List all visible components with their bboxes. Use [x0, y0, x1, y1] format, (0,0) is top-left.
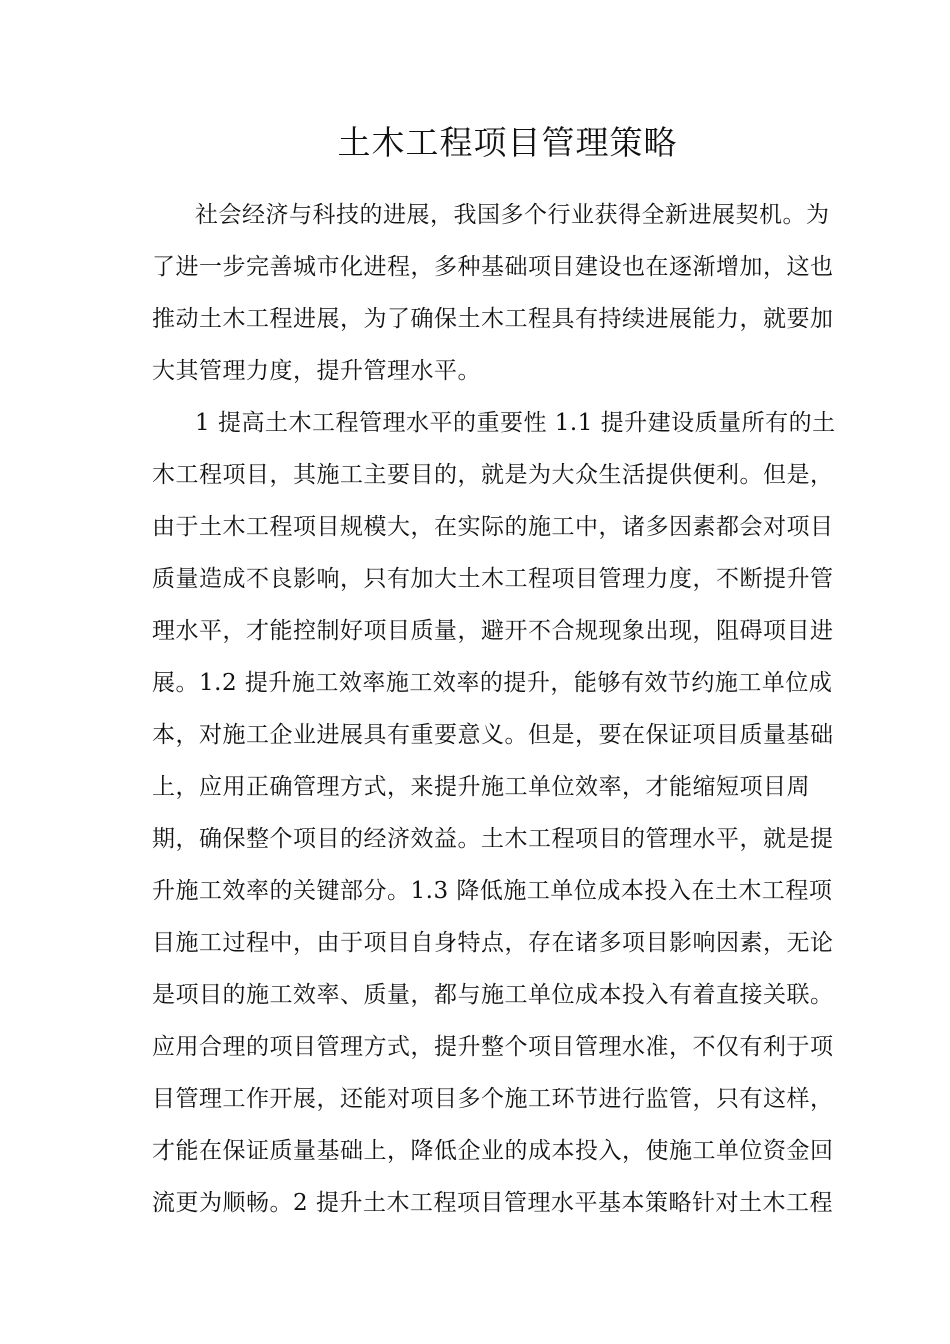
paragraph-line: 目管理工作开展，还能对项目多个施工环节进行监管，只有这样，	[152, 1086, 834, 1112]
paragraph-line: 了进一步完善城市化进程，多种基础项目建设也在逐渐增加，这也	[152, 254, 834, 280]
paragraph-line: 木工程项目，其施工主要目的，就是为大众生活提供便利。但是，	[152, 462, 834, 488]
paragraph-line: 期，确保整个项目的经济效益。土木工程项目的管理水平，就是提	[152, 826, 834, 852]
paragraph-line: 升施工效率的关键部分。1.3 降低施工单位成本投入在土木工程项	[152, 878, 833, 904]
paragraph-line: 是项目的施工效率、质量，都与施工单位成本投入有着直接关联。	[152, 982, 834, 1008]
paragraph-line: 目施工过程中，由于项目自身特点，存在诸多项目影响因素，无论	[152, 930, 834, 956]
paragraph-line: 1 提高土木工程管理水平的重要性 1.1 提升建设质量所有的土	[195, 410, 836, 436]
paragraph-line: 应用合理的项目管理方式，提升整个项目管理水准，不仅有利于项	[152, 1034, 834, 1060]
paragraph-line: 理水平，才能控制好项目质量，避开不合规现象出现，阻碍项目进	[152, 618, 834, 644]
paragraph-line: 由于土木工程项目规模大，在实际的施工中，诸多因素都会对项目	[152, 514, 834, 540]
paragraph-line: 大其管理力度，提升管理水平。	[152, 358, 481, 384]
paragraph-line: 质量造成不良影响，只有加大土木工程项目管理力度，不断提升管	[152, 566, 834, 592]
paragraph-line: 才能在保证质量基础上，降低企业的成本投入，使施工单位资金回	[152, 1138, 834, 1164]
paragraph-line: 社会经济与科技的进展，我国多个行业获得全新进展契机。为	[195, 202, 830, 228]
document-title: 土木工程项目管理策略	[337, 123, 678, 162]
paragraph-line: 本，对施工企业进展具有重要意义。但是，要在保证项目质量基础	[152, 722, 834, 748]
paragraph-line: 推动土木工程进展，为了确保土木工程具有持续进展能力，就要加	[152, 306, 834, 332]
paragraph-line: 流更为顺畅。2 提升土木工程项目管理水平基本策略针对土木工程	[152, 1190, 833, 1216]
paragraph-line: 展。1.2 提升施工效率施工效率的提升，能够有效节约施工单位成	[152, 670, 833, 696]
paragraph-line: 上，应用正确管理方式，来提升施工单位效率，才能缩短项目周	[152, 774, 810, 800]
